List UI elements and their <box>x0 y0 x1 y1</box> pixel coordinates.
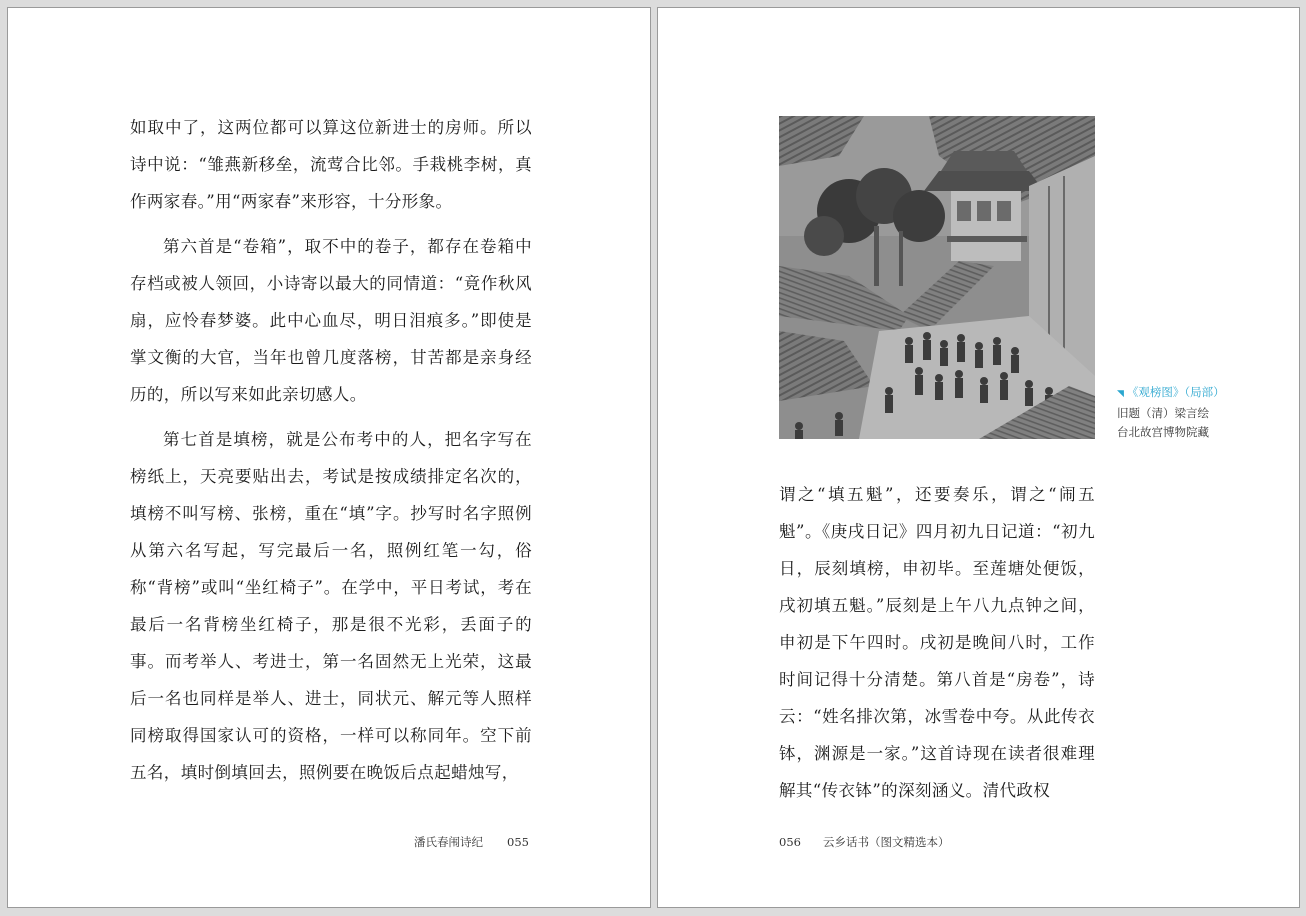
right-page <box>657 7 1300 908</box>
page-number: 056 <box>779 835 801 849</box>
right-body-text <box>779 476 1095 809</box>
paragraph: 如取中了，这两位都可以算这位新进士的房师。所以诗中说：“雏燕新移垒，流莺合比邻。手栽桃李树，真作两家春。”用“两家春”来形容，十分形象。 <box>130 118 532 211</box>
left-page-footer <box>414 834 529 850</box>
page-number: 055 <box>507 835 529 849</box>
caption-marker-icon: ◥ <box>1117 389 1124 399</box>
running-head: 云乡话书（图文精选本） <box>822 835 950 849</box>
paragraph: 第六首是“卷箱”，取不中的卷子，都存在卷箱中存档或被人领回，小诗寄以最大的同情道：“竟作秋风扇，应怜春梦婆。此中心血尽，明日泪痕多。”即使是掌文衡的大官，当年也曾几度落榜，甘苦都是亲身经历的，所以写来如此亲切感人。 <box>130 237 532 404</box>
painting-image <box>779 116 1095 439</box>
paragraph: 谓之“填五魁”，还要奏乐，谓之“闹五魁”。《庚戌日记》四月初九日记道：“初九日，辰刻填榜，申初毕。至莲塘处便饭，戌初填五魁。”辰刻是上午八九点钟之间，申初是下午四时。戌初是晚间八时，工作时间记得十分清楚。第八首是“房卷”，诗云：“姓名排次第，冰雪卷中夸。从此传衣钵，渊源是一家。”这首诗现在读者很难理解其“传衣钵”的深刻涵义。清代政权 <box>779 485 1095 800</box>
caption-title: 《观榜图》（局部） <box>1126 385 1225 399</box>
painting-illustration <box>779 116 1095 439</box>
paragraph: 第七首是填榜，就是公布考中的人，把名字写在榜纸上，天亮要贴出去，考试是按成绩排定名次的，填榜不叫写榜、张榜，重在“填”字。抄写时名字照例从第六名写起，写完最后一名，照例红笔一勾，俗称“背榜”或叫“坐红椅子”。在学中，平日考试，考在最后一名背榜坐红椅子，那是很不光彩，丢面子的事。而考举人、考进士，第一名固然无上光荣，这最后一名也同样是举人、进士，同状元、解元等人照样同榜取得国家认可的资格，一样可以称同年。空下前五名，填时倒填回去，照例要在晚饭后点起蜡烛写， <box>130 430 532 782</box>
right-page-footer <box>779 834 949 850</box>
running-head: 潘氏春闱诗纪 <box>414 835 484 849</box>
figure-caption <box>1117 383 1225 442</box>
caption-attribution: 旧题（清）梁言绘 <box>1117 406 1209 420</box>
left-body-text <box>130 109 532 791</box>
left-page <box>7 7 651 908</box>
caption-collection: 台北故宫博物院藏 <box>1117 425 1209 439</box>
